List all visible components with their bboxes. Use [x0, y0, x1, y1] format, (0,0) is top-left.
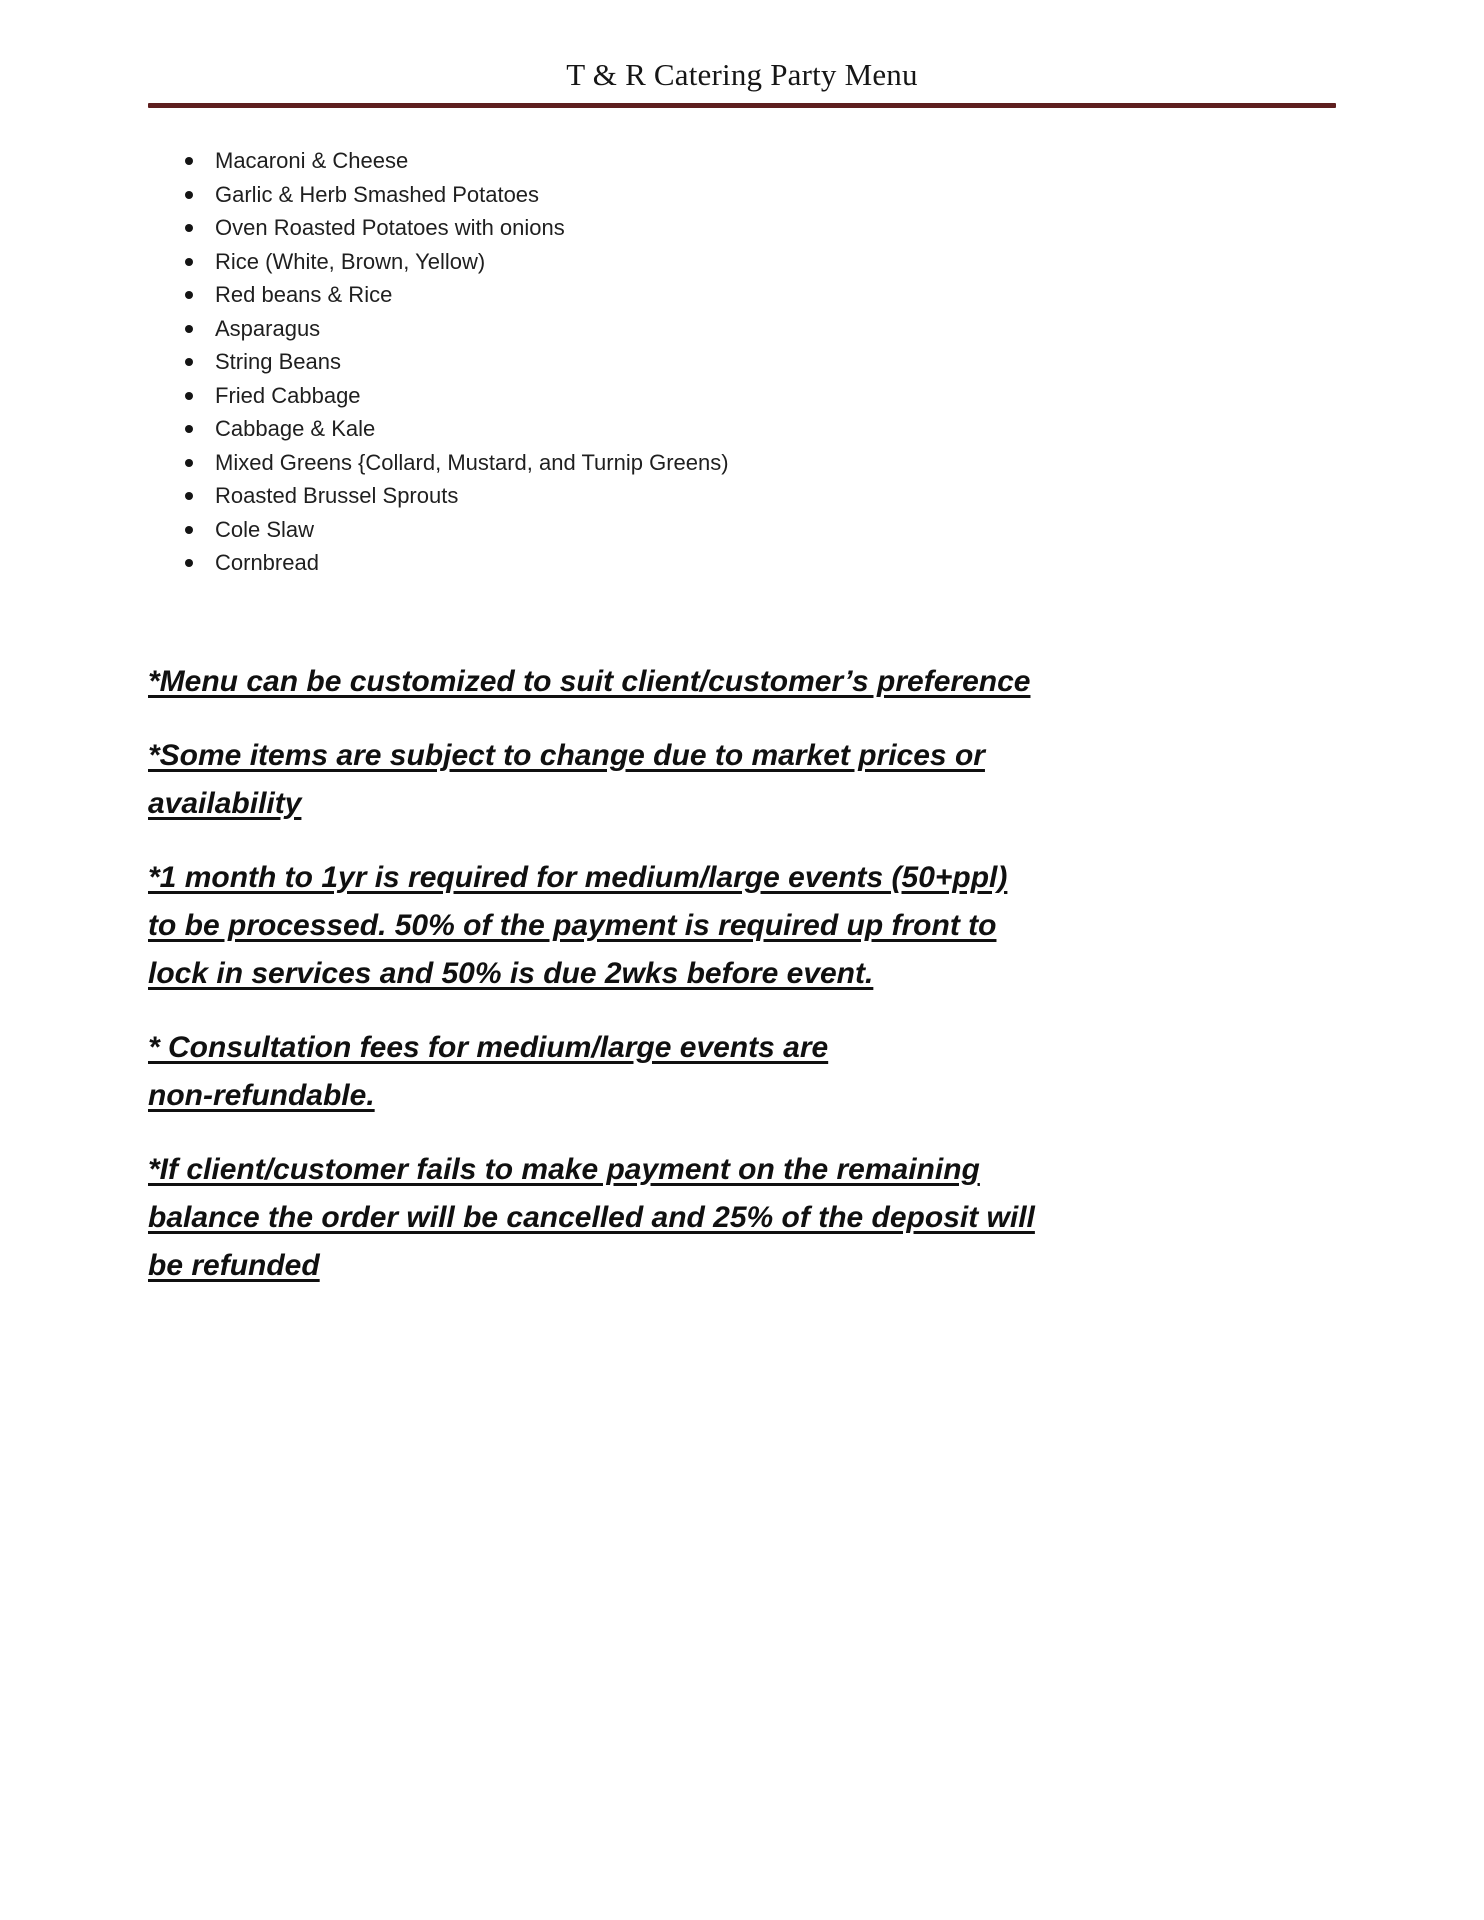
note-line: to be processed. 50% of the payment is required up front to — [148, 908, 997, 942]
note-paragraph — [148, 1146, 1336, 1290]
note-line: availability — [148, 786, 302, 820]
note-paragraph — [148, 1024, 1336, 1120]
list-item: Cole Slaw — [185, 513, 1336, 547]
list-item: Cornbread — [185, 546, 1336, 580]
document-header — [148, 0, 1336, 108]
note-line: * Consultation fees for medium/large events are — [148, 1030, 829, 1064]
notes-section — [148, 658, 1336, 1290]
list-item: Garlic & Herb Smashed Potatoes — [185, 178, 1336, 212]
list-item: Red beans & Rice — [185, 278, 1336, 312]
list-item: Roasted Brussel Sprouts — [185, 479, 1336, 513]
list-item: Fried Cabbage — [185, 379, 1336, 413]
menu-list — [148, 144, 1336, 580]
note-line: non-refundable. — [148, 1078, 375, 1112]
page-title: T & R Catering Party Menu — [566, 57, 918, 92]
note-line: lock in services and 50% is due 2wks before event. — [148, 956, 874, 990]
note-line: *Menu can be customized to suit client/customer’s preference — [148, 664, 1031, 698]
list-item: String Beans — [185, 345, 1336, 379]
note-paragraph — [148, 732, 1336, 828]
title-rule — [148, 103, 1336, 108]
note-paragraph — [148, 854, 1336, 998]
list-item: Macaroni & Cheese — [185, 144, 1336, 178]
list-item: Mixed Greens {Collard, Mustard, and Turnip Greens) — [185, 446, 1336, 480]
note-line: *If client/customer fails to make payment on the remaining — [148, 1152, 980, 1186]
list-item: Cabbage & Kale — [185, 412, 1336, 446]
note-line: *1 month to 1yr is required for medium/large events (50+ppl) — [148, 860, 1008, 894]
note-line: be refunded — [148, 1248, 320, 1282]
note-paragraph — [148, 658, 1336, 706]
list-item: Rice (White, Brown, Yellow) — [185, 245, 1336, 279]
list-item: Asparagus — [185, 312, 1336, 346]
note-line: balance the order will be cancelled and 25% of the deposit will — [148, 1200, 1035, 1234]
list-item: Oven Roasted Potatoes with onions — [185, 211, 1336, 245]
note-line: *Some items are subject to change due to market prices or — [148, 738, 985, 772]
